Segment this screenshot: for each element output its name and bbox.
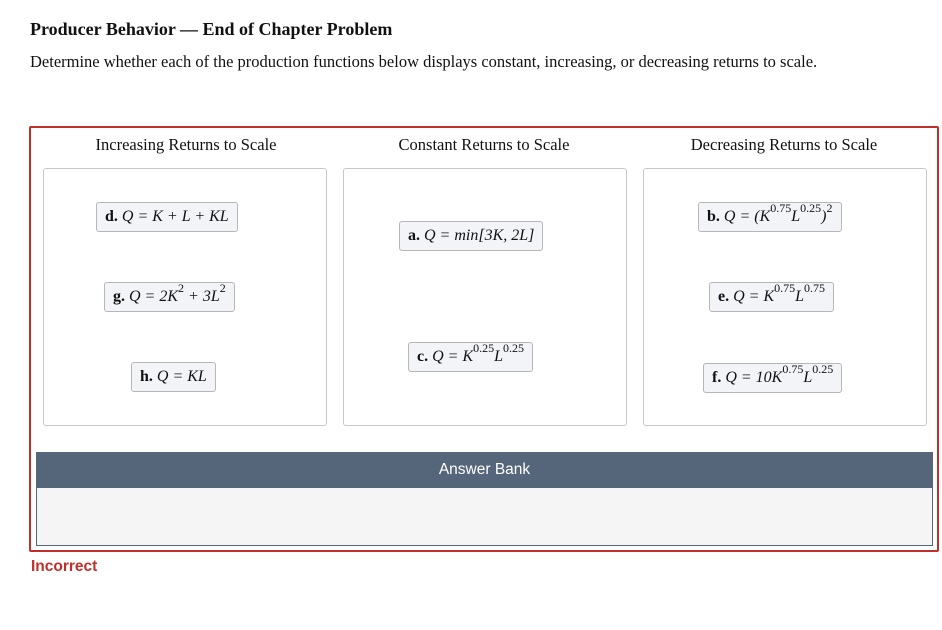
card-expression-base: Q = 10K — [725, 369, 783, 386]
exponent: 0.25 — [503, 340, 525, 355]
exponent: 2 — [826, 200, 833, 215]
card-expression: Q = min[3K, 2L] — [424, 227, 535, 244]
card-g[interactable] — [104, 282, 235, 312]
exponent: 2 — [219, 280, 226, 295]
exponent: 0.75 — [782, 361, 804, 376]
card-expression-mid: L — [494, 348, 504, 365]
card-expression-base: Q = K — [733, 288, 775, 305]
card-f[interactable] — [703, 363, 842, 393]
constant-label: Constant Returns to Scale — [398, 135, 570, 154]
exponent: 0.25 — [812, 361, 834, 376]
status-feedback: Incorrect — [31, 558, 98, 575]
card-a[interactable] — [399, 221, 543, 251]
answer-bank-dropzone[interactable] — [36, 488, 933, 546]
exponent: 0.75 — [774, 280, 796, 295]
problem-page — [0, 8, 942, 630]
card-d[interactable] — [96, 202, 238, 232]
exponent: 0.25 — [473, 340, 495, 355]
card-h[interactable] — [131, 362, 216, 392]
exponent: 0.75 — [804, 280, 826, 295]
decreasing-label: Decreasing Returns to Scale — [690, 135, 878, 154]
increasing-label: Increasing Returns to Scale — [95, 135, 277, 154]
exponent: 2 — [178, 280, 185, 295]
page-title: Producer Behavior — End of Chapter Problem — [30, 19, 393, 39]
exponent: 0.25 — [800, 200, 822, 215]
card-expression-base: Q = K — [432, 348, 474, 365]
card-expression-tail: ) — [821, 208, 827, 225]
card-label: c. — [417, 348, 429, 365]
card-expression-base: Q = 2K — [129, 288, 179, 305]
instructions: Determine whether each of the production functions below displays constant, increasing, or decreasing returns to scale. — [30, 52, 818, 71]
top-strip — [0, 0, 942, 8]
card-e[interactable] — [709, 282, 834, 312]
card-expression: Q = KL — [156, 368, 207, 385]
exponent: 0.75 — [770, 200, 792, 215]
card-label: g. — [113, 288, 125, 305]
card-b[interactable] — [698, 202, 842, 232]
card-label: h. — [140, 368, 153, 385]
card-expression: Q = K + L + KL — [121, 208, 229, 225]
dropzone-decreasing[interactable] — [643, 168, 927, 426]
card-expression-base: Q = (K — [723, 208, 771, 225]
card-label: b. — [707, 208, 720, 225]
card-label: a. — [408, 227, 420, 244]
answer-bank-header: Answer Bank — [36, 452, 933, 488]
card-label: f. — [712, 369, 722, 386]
card-expression-mid: L — [803, 369, 813, 386]
card-label: e. — [718, 288, 730, 305]
card-expression-mid: L — [795, 288, 805, 305]
dropzone-increasing[interactable] — [43, 168, 327, 426]
dropzone-constant[interactable] — [343, 168, 627, 426]
card-c[interactable] — [408, 342, 533, 372]
card-label: d. — [105, 208, 118, 225]
sorting-board — [29, 126, 939, 552]
card-expression-mid: + 3L — [184, 288, 220, 305]
card-expression-mid: L — [791, 208, 801, 225]
